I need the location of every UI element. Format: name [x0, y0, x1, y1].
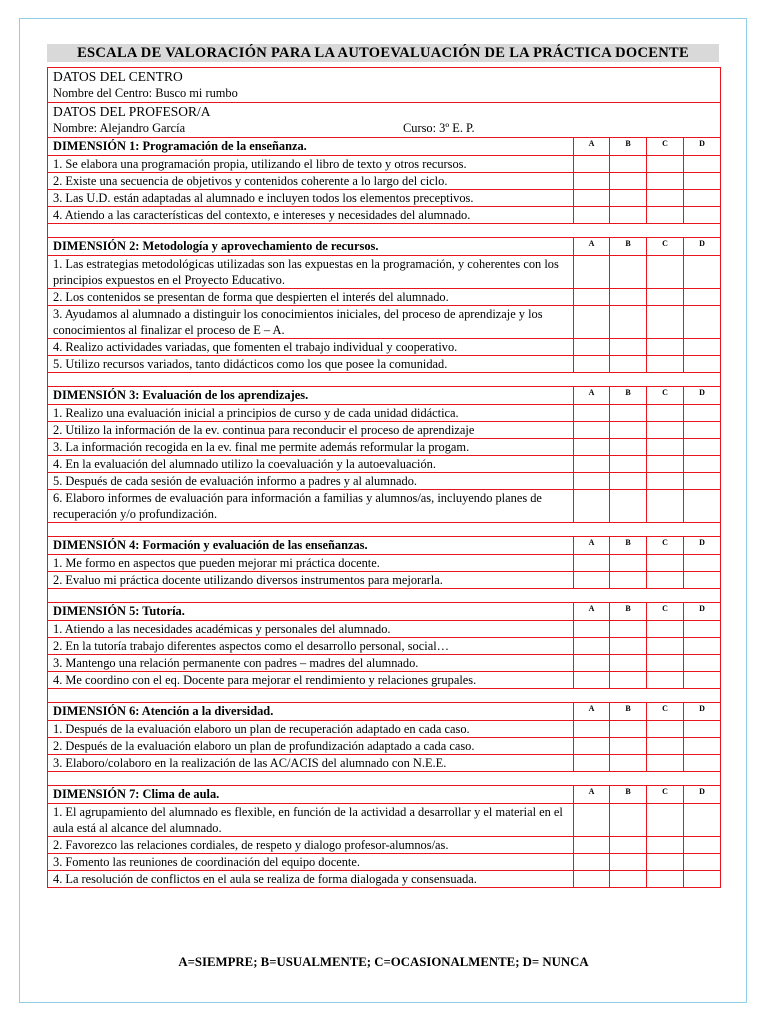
rating-cell-c[interactable]: [647, 156, 684, 173]
criterion-row: [48, 871, 721, 888]
rating-cell-c[interactable]: [647, 572, 684, 589]
dimension-title: DIMENSIÓN 6: Atención a la diversidad.: [48, 703, 574, 721]
rating-cell-d[interactable]: [684, 721, 721, 738]
rating-cell-c[interactable]: [647, 738, 684, 755]
rating-cell-a[interactable]: [574, 621, 610, 638]
section-spacer: [48, 772, 721, 786]
rating-cell-a[interactable]: [574, 804, 610, 837]
rating-cell-d[interactable]: [684, 339, 721, 356]
criterion-row: [48, 405, 721, 422]
criterion-row: [48, 156, 721, 173]
criterion-text: 3. La información recogida en la ev. final me permite además reformular la progam.: [48, 439, 574, 456]
rating-cell-c[interactable]: [647, 804, 684, 837]
section-spacer-row: [48, 224, 721, 238]
criterion-text: 3. Ayudamos al alumnado a distinguir los conocimientos iniciales, del proceso de aprendizaje y los conocimientos al finalizar el proceso de E – A.: [48, 306, 574, 339]
rating-cell-c[interactable]: [647, 339, 684, 356]
criterion-row: [48, 256, 721, 289]
criterion-text: 2. Evaluo mi práctica docente utilizando diversos instrumentos para mejorarla.: [48, 572, 574, 589]
section-spacer-row: [48, 772, 721, 786]
rating-cell-d[interactable]: [684, 306, 721, 339]
rating-cell-c[interactable]: [647, 655, 684, 672]
rating-cell-a[interactable]: [574, 456, 610, 473]
rating-cell-d[interactable]: [684, 456, 721, 473]
criterion-row: [48, 655, 721, 672]
criterion-text: 1. Las estrategias metodológicas utilizadas son las expuestas en la programación, y coherentes con los principios expuestos en el Proyecto Educativo.: [48, 256, 574, 289]
rating-cell-b[interactable]: [610, 738, 647, 755]
rating-cell-c[interactable]: [647, 289, 684, 306]
scale-letter-d: D: [684, 537, 721, 555]
rating-cell-a[interactable]: [574, 256, 610, 289]
centro-nombre: Nombre del Centro: Busco mi rumbo: [53, 86, 238, 100]
rating-cell-d[interactable]: [684, 473, 721, 490]
criterion-text: 4. En la evaluación del alumnado utilizo la coevaluación y la autoevaluación.: [48, 456, 574, 473]
rating-cell-d[interactable]: [684, 439, 721, 456]
criterion-row: [48, 837, 721, 854]
rating-cell-c[interactable]: [647, 207, 684, 224]
rating-cell-d[interactable]: [684, 672, 721, 689]
criterion-text: 2. En la tutoría trabajo diferentes aspectos como el desarrollo personal, social…: [48, 638, 574, 655]
scale-letter-a: A: [574, 387, 610, 405]
rating-cell-b[interactable]: [610, 207, 647, 224]
rating-cell-c[interactable]: [647, 837, 684, 854]
criterion-text: 4. Atiendo a las características del contexto, e intereses y necesidades del alumnado.: [48, 207, 574, 224]
rating-cell-a[interactable]: [574, 356, 610, 373]
criterion-text: 1. Después de la evaluación elaboro un plan de recuperación adaptado en cada caso.: [48, 721, 574, 738]
criterion-row: [48, 422, 721, 439]
section-spacer-row: [48, 523, 721, 537]
rating-cell-a[interactable]: [574, 422, 610, 439]
rating-cell-c[interactable]: [647, 422, 684, 439]
rating-cell-b[interactable]: [610, 439, 647, 456]
rating-cell-b[interactable]: [610, 256, 647, 289]
rating-cell-d[interactable]: [684, 405, 721, 422]
scale-letter-c: C: [647, 703, 684, 721]
rating-cell-a[interactable]: [574, 837, 610, 854]
rating-cell-a[interactable]: [574, 339, 610, 356]
section-spacer: [48, 589, 721, 603]
section-spacer: [48, 689, 721, 703]
scale-letter-d: D: [684, 603, 721, 621]
section-spacer: [48, 523, 721, 537]
rating-cell-b[interactable]: [610, 672, 647, 689]
dimension-header-row: [48, 537, 721, 555]
scale-letter-a: A: [574, 703, 610, 721]
rating-cell-b[interactable]: [610, 854, 647, 871]
scale-letter-d: D: [684, 703, 721, 721]
rating-cell-a[interactable]: [574, 854, 610, 871]
rating-cell-d[interactable]: [684, 490, 721, 523]
rating-cell-c[interactable]: [647, 190, 684, 207]
criterion-text: 4. Me coordino con el eq. Docente para mejorar el rendimiento y relaciones grupales.: [48, 672, 574, 689]
profesor-row: [48, 103, 721, 138]
scale-letter-b: B: [610, 238, 647, 256]
rating-cell-b[interactable]: [610, 473, 647, 490]
scale-letter-a: A: [574, 786, 610, 804]
rating-cell-c[interactable]: [647, 721, 684, 738]
criterion-text: 1. El agrupamiento del alumnado es flexible, en función de la actividad a desarrollar y el material en el aula está al alcance del alumnado.: [48, 804, 574, 837]
criterion-text: 2. Utilizo la información de la ev. continua para reconducir el proceso de aprendizaje: [48, 422, 574, 439]
profesor-line: [53, 120, 720, 136]
criterion-row: [48, 339, 721, 356]
rating-cell-d[interactable]: [684, 755, 721, 772]
scale-letter-c: C: [647, 603, 684, 621]
criterion-row: [48, 456, 721, 473]
rating-cell-b[interactable]: [610, 655, 647, 672]
criterion-row: [48, 490, 721, 523]
rating-cell-a[interactable]: [574, 405, 610, 422]
dimension-header-row: [48, 603, 721, 621]
rating-cell-b[interactable]: [610, 804, 647, 837]
rating-cell-b[interactable]: [610, 621, 647, 638]
criterion-row: [48, 190, 721, 207]
rating-cell-c[interactable]: [647, 672, 684, 689]
rating-cell-d[interactable]: [684, 422, 721, 439]
rating-cell-d[interactable]: [684, 356, 721, 373]
rating-cell-a[interactable]: [574, 306, 610, 339]
rating-cell-b[interactable]: [610, 306, 647, 339]
rating-cell-a[interactable]: [574, 190, 610, 207]
criterion-row: [48, 306, 721, 339]
criterion-text: 3. Las U.D. están adaptadas al alumnado e incluyen todos los elementos preceptivos.: [48, 190, 574, 207]
scale-letter-a: A: [574, 238, 610, 256]
criterion-row: [48, 356, 721, 373]
rating-cell-b[interactable]: [610, 190, 647, 207]
rating-cell-c[interactable]: [647, 490, 684, 523]
rating-cell-b[interactable]: [610, 837, 647, 854]
rating-cell-c[interactable]: [647, 439, 684, 456]
criterion-text: 1. Atiendo a las necesidades académicas y personales del alumnado.: [48, 621, 574, 638]
criterion-row: [48, 621, 721, 638]
centro-row: [48, 68, 721, 103]
dimension-title: DIMENSIÓN 2: Metodología y aprovechamiento de recursos.: [48, 238, 574, 256]
rating-cell-b[interactable]: [610, 555, 647, 572]
rating-cell-a[interactable]: [574, 655, 610, 672]
rating-cell-a[interactable]: [574, 721, 610, 738]
criterion-text: 4. La resolución de conflictos en el aula se realiza de forma dialogada y consensuada.: [48, 871, 574, 888]
rating-cell-a[interactable]: [574, 156, 610, 173]
criterion-text: 2. Existe una secuencia de objetivos y contenidos coherente a lo largo del ciclo.: [48, 173, 574, 190]
rating-cell-a[interactable]: [574, 490, 610, 523]
rating-cell-d[interactable]: [684, 289, 721, 306]
profesor-nombre: Nombre: Alejandro García: [53, 121, 186, 135]
criterion-row: [48, 672, 721, 689]
rating-cell-d[interactable]: [684, 173, 721, 190]
rating-cell-d[interactable]: [684, 738, 721, 755]
criterion-row: [48, 207, 721, 224]
rating-cell-d[interactable]: [684, 190, 721, 207]
rating-cell-c[interactable]: [647, 854, 684, 871]
rating-cell-b[interactable]: [610, 422, 647, 439]
rating-cell-d[interactable]: [684, 256, 721, 289]
dimension-title: DIMENSIÓN 4: Formación y evaluación de las enseñanzas.: [48, 537, 574, 555]
rating-cell-a[interactable]: [574, 555, 610, 572]
document-title: ESCALA DE VALORACIÓN PARA LA AUTOEVALUACIÓN DE LA PRÁCTICA DOCENTE: [47, 44, 719, 62]
scale-letter-d: D: [684, 786, 721, 804]
dimension-title: DIMENSIÓN 7: Clima de aula.: [48, 786, 574, 804]
dimension-header-row: [48, 786, 721, 804]
criterion-text: 1. Se elabora una programación propia, utilizando el libro de texto y otros recursos.: [48, 156, 574, 173]
rating-cell-d[interactable]: [684, 572, 721, 589]
rating-cell-b[interactable]: [610, 339, 647, 356]
criterion-row: [48, 572, 721, 589]
rating-cell-a[interactable]: [574, 572, 610, 589]
section-spacer-row: [48, 589, 721, 603]
rating-cell-d[interactable]: [684, 854, 721, 871]
rating-cell-b[interactable]: [610, 871, 647, 888]
profesor-curso: Curso: 3º E. P.: [403, 121, 475, 135]
rating-cell-b[interactable]: [610, 490, 647, 523]
rating-cell-b[interactable]: [610, 289, 647, 306]
dimension-header-row: [48, 138, 721, 156]
rating-cell-c[interactable]: [647, 621, 684, 638]
rating-cell-c[interactable]: [647, 405, 684, 422]
scale-letter-b: B: [610, 387, 647, 405]
criterion-text: 5. Después de cada sesión de evaluación informo a padres y al alumnado.: [48, 473, 574, 490]
scale-letter-d: D: [684, 238, 721, 256]
scale-letter-b: B: [610, 537, 647, 555]
rating-cell-d[interactable]: [684, 837, 721, 854]
rating-cell-c[interactable]: [647, 638, 684, 655]
rating-cell-c[interactable]: [647, 871, 684, 888]
dimension-title: DIMENSIÓN 5: Tutoría.: [48, 603, 574, 621]
rating-cell-d[interactable]: [684, 621, 721, 638]
criterion-text: 4. Realizo actividades variadas, que fomenten el trabajo individual y cooperativo.: [48, 339, 574, 356]
criterion-row: [48, 289, 721, 306]
rating-cell-b[interactable]: [610, 721, 647, 738]
scale-letter-d: D: [684, 138, 721, 156]
rating-cell-c[interactable]: [647, 356, 684, 373]
scale-letter-b: B: [610, 703, 647, 721]
centro-cell: [48, 68, 721, 103]
rating-cell-d[interactable]: [684, 871, 721, 888]
criterion-row: [48, 439, 721, 456]
rating-cell-c[interactable]: [647, 173, 684, 190]
rating-cell-c[interactable]: [647, 306, 684, 339]
criterion-text: 6. Elaboro informes de evaluación para información a familias y alumnos/as, incluyendo planes de recuperación y/o profundización.: [48, 490, 574, 523]
rating-cell-a[interactable]: [574, 738, 610, 755]
rating-cell-d[interactable]: [684, 804, 721, 837]
rating-cell-b[interactable]: [610, 173, 647, 190]
scale-letter-b: B: [610, 138, 647, 156]
rating-cell-a[interactable]: [574, 672, 610, 689]
criterion-text: 2. Favorezco las relaciones cordiales, de respeto y dialogo profesor-alumnos/as.: [48, 837, 574, 854]
rating-cell-c[interactable]: [647, 473, 684, 490]
scale-letter-c: C: [647, 238, 684, 256]
rating-cell-c[interactable]: [647, 256, 684, 289]
rating-cell-a[interactable]: [574, 173, 610, 190]
scale-letter-d: D: [684, 387, 721, 405]
rating-cell-a[interactable]: [574, 207, 610, 224]
rating-cell-b[interactable]: [610, 456, 647, 473]
scale-letter-c: C: [647, 537, 684, 555]
section-spacer-row: [48, 689, 721, 703]
criterion-text: 5. Utilizo recursos variados, tanto didácticos como los que posee la comunidad.: [48, 356, 574, 373]
criterion-row: [48, 804, 721, 837]
rating-cell-d[interactable]: [684, 555, 721, 572]
criterion-text: 1. Realizo una evaluación inicial a principios de curso y de cada unidad didáctica.: [48, 405, 574, 422]
scale-letter-a: A: [574, 603, 610, 621]
criterion-text: 2. Después de la evaluación elaboro un plan de profundización adaptado a cada caso.: [48, 738, 574, 755]
criterion-row: [48, 721, 721, 738]
rating-cell-a[interactable]: [574, 638, 610, 655]
evaluation-table-body: [48, 68, 721, 888]
rating-cell-b[interactable]: [610, 405, 647, 422]
rating-cell-b[interactable]: [610, 638, 647, 655]
criterion-row: [48, 173, 721, 190]
rating-cell-a[interactable]: [574, 755, 610, 772]
rating-cell-b[interactable]: [610, 572, 647, 589]
rating-cell-a[interactable]: [574, 439, 610, 456]
dimension-header-row: [48, 387, 721, 405]
criterion-text: 3. Mantengo una relación permanente con padres – madres del alumnado.: [48, 655, 574, 672]
rating-cell-c[interactable]: [647, 456, 684, 473]
dimension-header-row: [48, 703, 721, 721]
rating-cell-a[interactable]: [574, 871, 610, 888]
criterion-text: 3. Elaboro/colaboro en la realización de las AC/ACIS del alumnado con N.E.E.: [48, 755, 574, 772]
centro-heading: DATOS DEL CENTRO: [53, 69, 183, 84]
criterion-text: 1. Me formo en aspectos que pueden mejorar mi práctica docente.: [48, 555, 574, 572]
scale-legend: A=SIEMPRE; B=USUALMENTE; C=OCASIONALMENTE; D= NUNCA: [178, 955, 589, 969]
rating-cell-a[interactable]: [574, 289, 610, 306]
scale-letter-c: C: [647, 138, 684, 156]
scale-letter-c: C: [647, 786, 684, 804]
profesor-cell: [48, 103, 721, 138]
dimension-header-row: [48, 238, 721, 256]
criterion-row: [48, 638, 721, 655]
criterion-text: 3. Fomento las reuniones de coordinación del equipo docente.: [48, 854, 574, 871]
criterion-row: [48, 854, 721, 871]
rating-cell-b[interactable]: [610, 755, 647, 772]
criterion-text: 2. Los contenidos se presentan de forma que despierten el interés del alumnado.: [48, 289, 574, 306]
profesor-heading: DATOS DEL PROFESOR/A: [53, 104, 211, 119]
rating-cell-d[interactable]: [684, 207, 721, 224]
criterion-row: [48, 555, 721, 572]
criterion-row: [48, 755, 721, 772]
dimension-title: DIMENSIÓN 1: Programación de la enseñanza.: [48, 138, 574, 156]
evaluation-table: [47, 67, 721, 888]
criterion-row: [48, 473, 721, 490]
section-spacer: [48, 373, 721, 387]
scale-letter-a: A: [574, 138, 610, 156]
scale-letter-b: B: [610, 786, 647, 804]
rating-cell-b[interactable]: [610, 156, 647, 173]
rating-cell-a[interactable]: [574, 473, 610, 490]
dimension-title: DIMENSIÓN 3: Evaluación de los aprendizajes.: [48, 387, 574, 405]
rating-cell-c[interactable]: [647, 555, 684, 572]
section-spacer-row: [48, 373, 721, 387]
rating-cell-d[interactable]: [684, 638, 721, 655]
section-spacer: [48, 224, 721, 238]
rating-cell-b[interactable]: [610, 356, 647, 373]
scale-letter-c: C: [647, 387, 684, 405]
rating-cell-d[interactable]: [684, 156, 721, 173]
scale-letter-a: A: [574, 537, 610, 555]
scale-letter-b: B: [610, 603, 647, 621]
rating-cell-c[interactable]: [647, 755, 684, 772]
rating-cell-d[interactable]: [684, 655, 721, 672]
criterion-row: [48, 738, 721, 755]
